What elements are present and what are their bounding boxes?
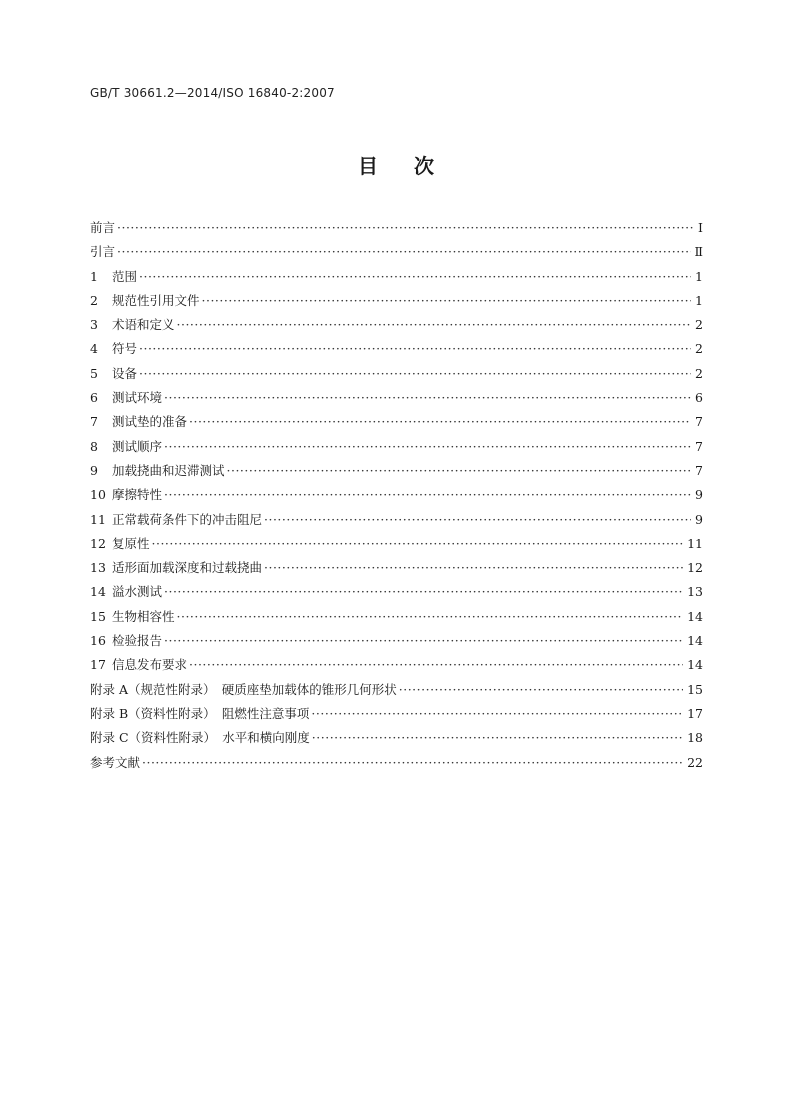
toc-entry-title: 前言 [90, 220, 116, 235]
toc-entry-title: 测试环境 [112, 390, 163, 406]
toc-entry[interactable] [90, 605, 703, 629]
toc-leader-dots [177, 313, 692, 337]
toc-entry[interactable] [90, 265, 703, 289]
toc-entry[interactable] [90, 726, 703, 750]
toc-entry-label [90, 265, 139, 289]
toc-entry[interactable] [90, 337, 703, 361]
toc-entry-label [90, 216, 117, 240]
toc-page-number: 1 [695, 292, 703, 308]
toc-entry-label [90, 726, 312, 750]
toc-entry-title: 参考文献 [90, 754, 141, 770]
toc-entry-label [90, 410, 189, 434]
toc-entry[interactable] [90, 435, 703, 459]
toc-leader-dots [399, 678, 683, 702]
toc-entry-label [90, 678, 399, 702]
document-code-header: GB/T 30661.2—2014/ISO 16840-2:2007 [90, 86, 335, 100]
toc-leader-dots [189, 653, 683, 677]
toc-entry-number: 13 [90, 560, 106, 576]
toc-leader-dots [312, 726, 683, 750]
toc-entry-title: 附录 A（规范性附录） 硬质座垫加载体的锥形几何形状 [90, 681, 397, 697]
toc-entry-title: 适形面加载深度和过载挠曲 [112, 560, 263, 576]
toc-entry[interactable] [90, 289, 703, 313]
toc-entry[interactable] [90, 483, 703, 507]
toc-entry-label [90, 629, 164, 653]
toc-entry-number: 7 [90, 414, 98, 430]
table-of-contents [90, 216, 703, 775]
toc-entry-title: 符号 [112, 341, 138, 357]
toc-leader-dots [177, 605, 684, 629]
toc-entry-title: 检验报告 [112, 633, 163, 649]
toc-entry-title: 信息发布要求 [112, 657, 188, 673]
toc-page-number: 15 [687, 681, 703, 697]
toc-entry-label [90, 459, 227, 483]
toc-page-number: 2 [695, 317, 703, 333]
toc-page-number: 6 [695, 390, 703, 406]
toc-entry-label [90, 337, 139, 361]
toc-leader-dots [189, 410, 691, 434]
page-title [0, 150, 792, 179]
toc-entry-title: 加载挠曲和迟滞测试 [112, 462, 225, 478]
toc-leader-dots [139, 337, 691, 361]
toc-page-number: 13 [687, 584, 703, 600]
toc-entry-number: 5 [90, 365, 98, 381]
toc-leader-dots [142, 751, 683, 775]
toc-entry-number: 15 [90, 608, 106, 624]
toc-entry-title: 测试垫的准备 [112, 414, 188, 430]
toc-entry[interactable] [90, 580, 703, 604]
toc-leader-dots [311, 702, 683, 726]
toc-entry[interactable] [90, 532, 703, 556]
toc-leader-dots [164, 483, 691, 507]
toc-entry-label [90, 483, 164, 507]
toc-entry-title: 摩擦特性 [112, 487, 163, 503]
toc-entry[interactable] [90, 216, 703, 240]
toc-entry-title: 生物相容性 [112, 608, 175, 624]
toc-entry-title: 溢水测试 [112, 584, 163, 600]
toc-page-number: 7 [695, 462, 703, 478]
toc-entry-title: 附录 C（资料性附录） 水平和横向刚度 [90, 730, 310, 746]
toc-entry-number: 2 [90, 292, 98, 308]
toc-page-number: 2 [695, 365, 703, 381]
toc-leader-dots [227, 459, 692, 483]
toc-entry-number: 8 [90, 438, 98, 454]
title-char-1: 目 [358, 154, 378, 178]
toc-entry-title: 术语和定义 [112, 317, 175, 333]
toc-page-number: 12 [687, 560, 703, 576]
toc-entry-number: 11 [90, 511, 106, 527]
toc-entry-label [90, 751, 142, 775]
title-char-2: 次 [414, 154, 434, 178]
toc-leader-dots [202, 289, 692, 313]
toc-entry[interactable] [90, 313, 703, 337]
toc-entry-number: 12 [90, 535, 106, 551]
toc-entry-number: 9 [90, 462, 98, 478]
toc-entry-label [90, 289, 202, 313]
toc-entry[interactable] [90, 508, 703, 532]
toc-page-number: 1 [695, 268, 703, 284]
toc-entry-title: 规范性引用文件 [112, 292, 200, 308]
toc-leader-dots [164, 386, 691, 410]
toc-entry-number: 16 [90, 633, 106, 649]
toc-page-number: 22 [687, 754, 703, 770]
toc-entry[interactable] [90, 751, 703, 775]
toc-leader-dots [164, 629, 683, 653]
toc-entry-title: 附录 B（资料性附录） 阻燃性注意事项 [90, 705, 310, 721]
toc-leader-dots [139, 265, 691, 289]
toc-leader-dots [264, 508, 691, 532]
toc-page-number: 2 [695, 341, 703, 357]
toc-entry[interactable] [90, 386, 703, 410]
toc-leader-dots [139, 362, 691, 386]
toc-page-number: 14 [687, 608, 703, 624]
toc-entry-label [90, 386, 164, 410]
toc-page-number: 9 [695, 511, 703, 527]
toc-page-number: 17 [687, 705, 703, 721]
toc-entry[interactable] [90, 653, 703, 677]
toc-entry-label [90, 435, 164, 459]
toc-entry-number: 14 [90, 584, 106, 600]
toc-entry-label [90, 240, 117, 264]
toc-entry[interactable] [90, 459, 703, 483]
toc-leader-dots [164, 435, 691, 459]
toc-entry-number: 1 [90, 268, 98, 284]
toc-page-number: 7 [695, 438, 703, 454]
toc-entry-label [90, 653, 189, 677]
toc-entry-label [90, 532, 152, 556]
toc-entry-title: 设备 [112, 365, 138, 381]
toc-entry[interactable] [90, 556, 703, 580]
toc-entry-number: 3 [90, 317, 98, 333]
toc-entry-number: 4 [90, 341, 98, 357]
toc-entry[interactable] [90, 362, 703, 386]
toc-entry-label [90, 556, 264, 580]
toc-entry[interactable] [90, 629, 703, 653]
toc-entry-number: 6 [90, 390, 98, 406]
toc-entry-number: 17 [90, 657, 106, 673]
toc-leader-dots [117, 240, 690, 264]
toc-entry-title: 引言 [90, 244, 116, 260]
toc-entry[interactable] [90, 678, 703, 702]
toc-entry[interactable] [90, 240, 703, 264]
toc-page-number: Ⅰ [698, 220, 703, 235]
toc-page-number: 7 [695, 414, 703, 430]
toc-entry-label [90, 508, 264, 532]
toc-entry-label [90, 362, 139, 386]
toc-leader-dots [164, 580, 683, 604]
toc-page-number: 14 [687, 657, 703, 673]
toc-entry-title: 测试顺序 [112, 438, 163, 454]
toc-leader-dots [152, 532, 684, 556]
toc-page-number: 9 [695, 487, 703, 503]
toc-entry-label [90, 605, 177, 629]
toc-entry-label [90, 702, 311, 726]
toc-entry-title: 正常载荷条件下的冲击阻尼 [112, 511, 263, 527]
toc-entry[interactable] [90, 702, 703, 726]
toc-leader-dots [264, 556, 683, 580]
toc-page-number: Ⅱ [694, 244, 703, 260]
toc-entry-title: 范围 [112, 268, 138, 284]
toc-page-number: 14 [687, 633, 703, 649]
toc-entry[interactable] [90, 410, 703, 434]
toc-entry-title: 复原性 [112, 535, 150, 551]
toc-entry-label [90, 580, 164, 604]
toc-leader-dots [117, 216, 694, 240]
toc-entry-label [90, 313, 177, 337]
toc-entry-number: 10 [90, 487, 106, 503]
toc-page-number: 18 [687, 730, 703, 746]
toc-page-number: 11 [687, 535, 703, 551]
